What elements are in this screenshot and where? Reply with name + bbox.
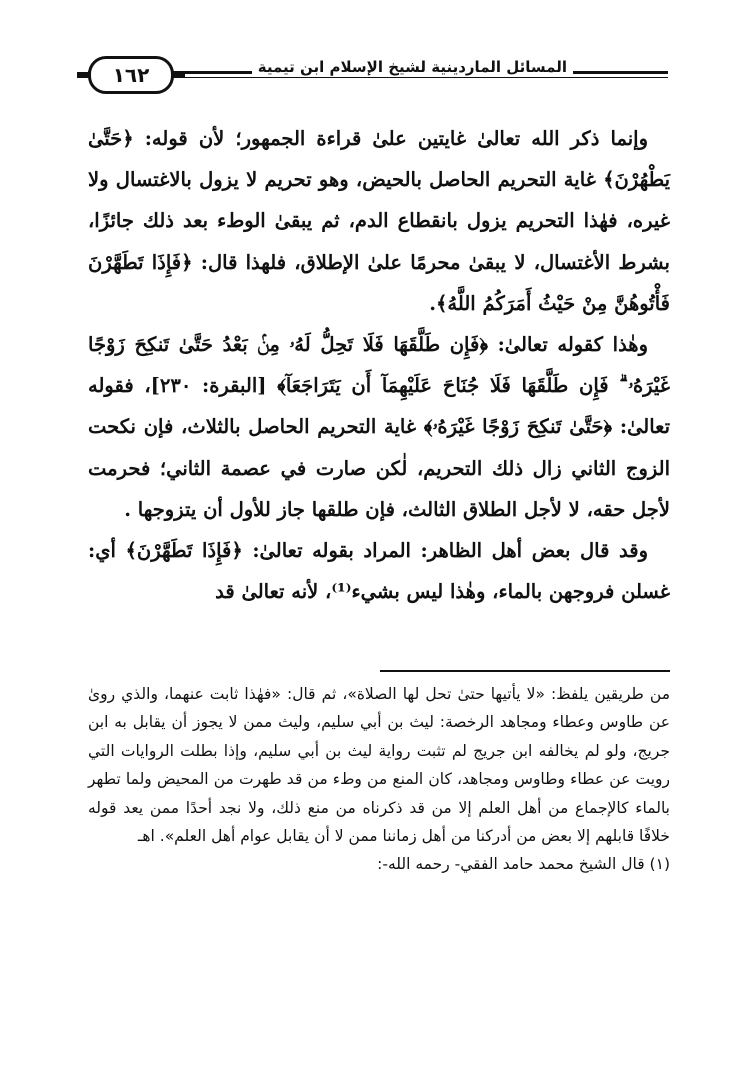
- page-number: ١٦٢: [88, 56, 174, 94]
- paragraph-2: وهٰذا كقوله تعالىٰ: ﴿فَإِن طَلَّقَهَا فَلَا تَحِلُّ لَهُۥ مِنۢ بَعْدُ حَتَّىٰ تَنكِحَ زَوْجًا غَيْرَهُۥ ۗ فَإِن طَلَّقَهَا فَلَا جُنَاحَ عَلَيْهِمَآ أَن يَتَرَاجَعَآ﴾ [البقرة: ٢٣٠]، فقوله تعالىٰ: ﴿حَتَّىٰ تَنكِحَ زَوْجًا غَيْرَهُۥ﴾ غاية التحريم الحاصل بالثلاث، فإن نكحت الزوج الثاني زال ذلك التحريم، لٰكن صارت في عصمة الثاني؛ فحرمت لأجل حقه، لا لأجل الطلاق الثالث، فإن طلقها جاز للأول أن يتزوجها .: [88, 333, 670, 521]
- main-text: [88, 118, 670, 612]
- running-title: المسائل الماردينية لشيخ الإسلام ابن تيمية: [252, 58, 573, 76]
- paragraph-3: وقد قال بعض أهل الظاهر: المراد بقوله تعالىٰ: ﴿فَإِذَا تَطَهَّرْنَ﴾ أي: غسلن فروجهن بالماء، وهٰذا ليس بشيء⁽¹⁾، لأنه تعالىٰ قد: [88, 539, 670, 604]
- paragraph-1: وإنما ذكر الله تعالىٰ غايتين علىٰ قراءة الجمهور؛ لأن قوله: ﴿حَتَّىٰ يَطْهُرْنَ﴾ غاية التحريم الحاصل بالحيض، وهو تحريم لا يزول بالاغتسال ولا غيره، فهٰذا التحريم يزول بانقطاع الدم، ثم يبقىٰ الوطء بعد ذلك جائزًا، بشرط الأغتسال، لا يبقىٰ محرمًا علىٰ الإطلاق، فلهذا قال: ﴿فَإِذَا تَطَهَّرْنَ فَأْتُوهُنَّ مِنْ حَيْثُ أَمَرَكُمُ اللَّهُ﴾.: [88, 127, 670, 315]
- page-header: [88, 52, 668, 96]
- footnote-continuation: من طريقين يلفظ: «لا يأتيها حتىٰ تحل لها الصلاة»، ثم قال: «فهٰذا ثابت عنهما، والذي روىٰ عن طاوس وعطاء ومجاهد الرخصة: ليث بن أبي سليم، وليث ممن لا يجوز أن يقابل به ابن جريج، ولو لم يخالفه ابن جريج لم تثبت رواية ليث بن أبي سليم، وإذا بطلت الروايات التي رويت عن عطاء وطاوس ومجاهد، كان المنع من وطء من قد طهرت من المحيض ولما تطهر بالماء كالإجماع من أهل العلم إلا من قد ذكرناه من منع ذلك، ولا نجد أحدًا ممن يعد قوله خلافًا قابلهم إلا بعض من أدركنا من أهل زماننا ممن لا أن يقابل عوام أهل العلم». اهـ: [88, 685, 670, 846]
- footnotes: [88, 680, 670, 879]
- footnote-1: (١) قال الشيخ محمد حامد الفقي- رحمه الله-:: [377, 855, 670, 874]
- footnote-divider: [380, 670, 670, 672]
